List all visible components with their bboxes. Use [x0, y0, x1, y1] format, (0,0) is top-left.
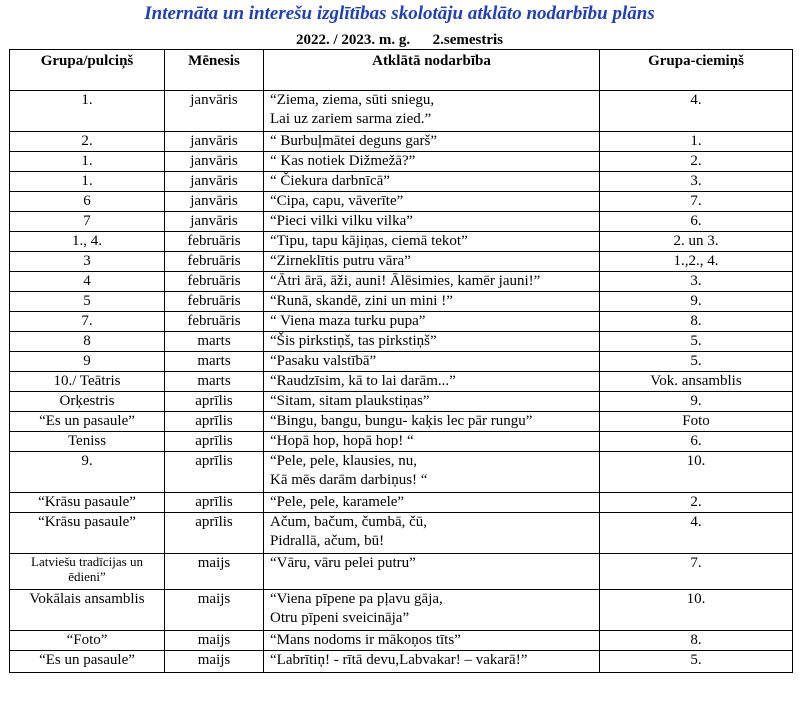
cell-group: “Krāsu pasaule” — [10, 493, 165, 513]
cell-lesson — [264, 412, 600, 432]
cell-month: februāris — [165, 252, 264, 272]
cell-guest-group: 4. — [600, 91, 793, 132]
cell-lesson — [264, 513, 600, 554]
cell-group: 1. — [10, 91, 165, 132]
lesson-line: “Tipu, tapu kājiņas, ciemā tekot” — [270, 233, 468, 249]
cell-group: 1. — [10, 152, 165, 172]
cell-group: 2. — [10, 132, 165, 152]
cell-lesson — [264, 432, 600, 452]
cell-guest-group: 8. — [600, 312, 793, 332]
cell-month: februāris — [165, 232, 264, 252]
lessons-table — [9, 49, 793, 673]
cell-month: aprīlis — [165, 432, 264, 452]
cell-lesson — [264, 192, 600, 212]
cell-month: aprīlis — [165, 392, 264, 412]
cell-guest-group: 3. — [600, 172, 793, 192]
table-row — [10, 192, 793, 212]
cell-guest-group: 2. — [600, 493, 793, 513]
cell-lesson — [264, 452, 600, 493]
cell-lesson — [264, 172, 600, 192]
cell-guest-group: 1. — [600, 132, 793, 152]
cell-group: 10./ Teātris — [10, 372, 165, 392]
cell-lesson — [264, 152, 600, 172]
cell-lesson — [264, 292, 600, 312]
table-row — [10, 172, 793, 192]
cell-month: janvāris — [165, 91, 264, 132]
cell-guest-group: Vok. ansamblis — [600, 372, 793, 392]
document-title: Internāta un interešu izglītības skolotāju atklāto nodarbību plāns — [144, 3, 655, 24]
lesson-line: “Sitam, sitam plaukstiņas” — [270, 393, 430, 409]
cell-group: “Foto” — [10, 631, 165, 651]
cell-lesson — [264, 352, 600, 372]
table-row — [10, 132, 793, 152]
cell-guest-group: 1.,2., 4. — [600, 252, 793, 272]
lesson-line: “Pasaku valstībā” — [270, 353, 377, 369]
cell-guest-group: 2. — [600, 152, 793, 172]
lesson-line: “Labrītiņ! - rītā devu,Labvakar! – vakarā!” — [270, 652, 528, 668]
header-guest-group: Grupa-ciemiņš — [600, 50, 793, 91]
table-row — [10, 432, 793, 452]
cell-guest-group: 3. — [600, 272, 793, 292]
cell-lesson — [264, 631, 600, 651]
cell-month: aprīlis — [165, 452, 264, 493]
lesson-line: “Raudzīsim, kā to lai darām...” — [270, 373, 456, 389]
cell-guest-group: 6. — [600, 432, 793, 452]
header-lesson: Atklātā nodarbība — [264, 50, 600, 91]
table-row — [10, 493, 793, 513]
cell-month: marts — [165, 352, 264, 372]
cell-lesson — [264, 212, 600, 232]
cell-group: 7 — [10, 212, 165, 232]
cell-month: janvāris — [165, 132, 264, 152]
cell-lesson — [264, 132, 600, 152]
table-row — [10, 412, 793, 432]
cell-group: 9. — [10, 452, 165, 493]
cell-group: 1. — [10, 172, 165, 192]
table-row — [10, 651, 793, 673]
table-row — [10, 91, 793, 132]
cell-lesson — [264, 312, 600, 332]
cell-guest-group: 10. — [600, 590, 793, 631]
lesson-line: “Viena pīpene pa pļavu gāja, — [270, 591, 443, 607]
cell-lesson — [264, 332, 600, 352]
cell-guest-group: 7. — [600, 192, 793, 212]
cell-guest-group: 9. — [600, 292, 793, 312]
lesson-line: Pidrallā, ačum, bū! — [270, 533, 385, 549]
cell-lesson — [264, 392, 600, 412]
lesson-line: “Vāru, vāru pelei putru” — [270, 555, 416, 571]
cell-lesson — [264, 252, 600, 272]
cell-month: maijs — [165, 651, 264, 673]
lesson-line: “Runā, skandē, zini un mini !” — [270, 293, 453, 309]
cell-group: “Es un pasaule” — [10, 651, 165, 673]
table-row — [10, 392, 793, 412]
cell-group: 3 — [10, 252, 165, 272]
cell-lesson — [264, 493, 600, 513]
table-row — [10, 352, 793, 372]
cell-guest-group: 2. un 3. — [600, 232, 793, 252]
table-row — [10, 554, 793, 590]
header-group: Grupa/pulciņš — [10, 50, 165, 91]
table-row — [10, 312, 793, 332]
cell-guest-group: Foto — [600, 412, 793, 432]
lesson-line: “Hopā hop, hopā hop! “ — [270, 433, 414, 449]
cell-month: marts — [165, 372, 264, 392]
cell-group: Orķestris — [10, 392, 165, 412]
lesson-line: “Zirneklītis putru vāra” — [270, 253, 411, 269]
cell-guest-group: 4. — [600, 513, 793, 554]
table-row — [10, 513, 793, 554]
table-row — [10, 292, 793, 312]
cell-group: “Es un pasaule” — [10, 412, 165, 432]
lesson-line: Ačum, bačum, čumbā, čū, — [270, 514, 428, 530]
cell-guest-group: 6. — [600, 212, 793, 232]
cell-month: janvāris — [165, 192, 264, 212]
cell-lesson — [264, 232, 600, 252]
cell-month: februāris — [165, 312, 264, 332]
cell-month: maijs — [165, 554, 264, 590]
lesson-line: “Šis pirkstiņš, tas pirkstiņš” — [270, 333, 437, 349]
cell-month: februāris — [165, 272, 264, 292]
cell-guest-group: 5. — [600, 352, 793, 372]
lesson-line: “Pele, pele, karamele” — [270, 494, 405, 510]
table-row — [10, 232, 793, 252]
table-row — [10, 212, 793, 232]
table-row — [10, 372, 793, 392]
cell-group: Teniss — [10, 432, 165, 452]
lesson-line: Lai uz zariem sarma zied.” — [270, 111, 432, 127]
lesson-line: “ Kas notiek Dižmežā?” — [270, 153, 416, 169]
cell-guest-group: 10. — [600, 452, 793, 493]
table-row — [10, 252, 793, 272]
cell-group: 4 — [10, 272, 165, 292]
lesson-line: “Cipa, capu, vāverīte” — [270, 193, 404, 209]
cell-group: “Krāsu pasaule” — [10, 513, 165, 554]
cell-guest-group: 8. — [600, 631, 793, 651]
lesson-line: “Mans nodoms ir mākoņos tīts” — [270, 632, 461, 648]
cell-group: 6 — [10, 192, 165, 212]
cell-lesson — [264, 372, 600, 392]
cell-guest-group: 5. — [600, 651, 793, 673]
lesson-line: “Pele, pele, klausies, nu, — [270, 453, 418, 469]
cell-month: februāris — [165, 292, 264, 312]
cell-month: janvāris — [165, 152, 264, 172]
table-row — [10, 272, 793, 292]
cell-lesson — [264, 651, 600, 673]
cell-guest-group: 7. — [600, 554, 793, 590]
lesson-line: “ Viena maza turku pupa” — [270, 313, 426, 329]
cell-guest-group: 9. — [600, 392, 793, 412]
lesson-line: Otru pīpeni sveicināja” — [270, 610, 410, 626]
cell-month: aprīlis — [165, 412, 264, 432]
table-row — [10, 590, 793, 631]
table-row — [10, 152, 793, 172]
cell-lesson — [264, 272, 600, 292]
cell-guest-group: 5. — [600, 332, 793, 352]
cell-lesson — [264, 91, 600, 132]
cell-group: 9 — [10, 352, 165, 372]
cell-month: aprīlis — [165, 493, 264, 513]
cell-month: maijs — [165, 631, 264, 651]
cell-month: aprīlis — [165, 513, 264, 554]
lesson-line: “ Čiekura darbnīcā” — [270, 173, 390, 189]
lesson-line: “Bingu, bangu, bungu- kaķis lec pār rungu” — [270, 413, 533, 429]
lesson-line: “Ziema, ziema, sūti sniegu, — [270, 92, 435, 108]
cell-group: Vokālais ansamblis — [10, 590, 165, 631]
cell-lesson — [264, 554, 600, 590]
cell-month: marts — [165, 332, 264, 352]
cell-month: janvāris — [165, 212, 264, 232]
document-subtitle: 2022. / 2023. m. g. 2.semestris — [295, 32, 504, 48]
table-row — [10, 631, 793, 651]
table-row — [10, 332, 793, 352]
cell-group: 8 — [10, 332, 165, 352]
cell-group: 1., 4. — [10, 232, 165, 252]
table-row — [10, 452, 793, 493]
cell-lesson — [264, 590, 600, 631]
cell-group: 5 — [10, 292, 165, 312]
lesson-line: “Pieci vilki vilku vilka” — [270, 213, 413, 229]
lesson-line: Kā mēs darām darbiņus! “ — [270, 472, 428, 488]
cell-month: janvāris — [165, 172, 264, 192]
table-header-row — [10, 50, 793, 91]
cell-group: Latviešu tradīcijas un ēdieni” — [10, 554, 165, 590]
lesson-line: “Ātri ārā, āži, auni! Ālēsimies, kamēr jauni!” — [270, 273, 541, 289]
cell-month: maijs — [165, 590, 264, 631]
cell-group: 7. — [10, 312, 165, 332]
lesson-line: “ Burbuļmātei deguns garš” — [270, 133, 438, 149]
header-month: Mēnesis — [165, 50, 264, 91]
